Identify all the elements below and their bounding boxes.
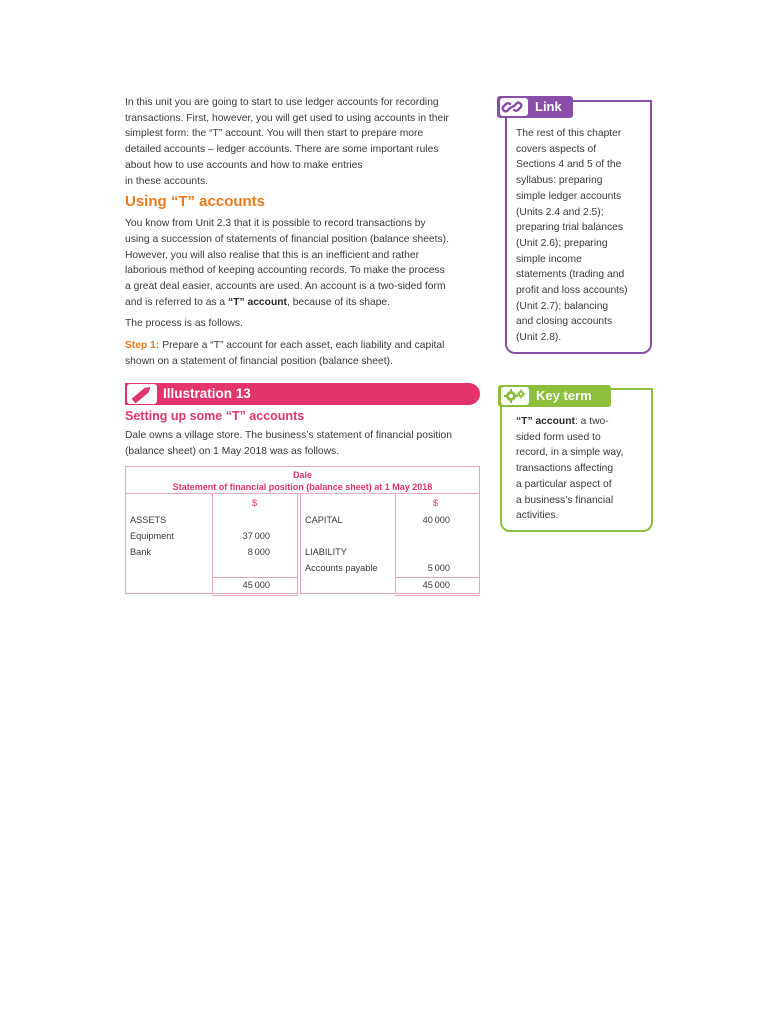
business-name: Dale bbox=[292, 470, 312, 480]
divider bbox=[395, 493, 396, 593]
divider bbox=[300, 593, 480, 594]
main-column bbox=[125, 95, 480, 370]
liability-value: 5 000 bbox=[427, 563, 450, 573]
section-paragraph bbox=[125, 216, 480, 310]
paragraph-line: You know from Unit 2.3 that it is possible to record transactions by bbox=[125, 218, 426, 230]
link-line: (Unit 2.6); preparing bbox=[516, 237, 608, 249]
key-term-tab-label: Key term bbox=[536, 388, 592, 403]
pencil-icon bbox=[127, 384, 157, 404]
key-term-word: “T” account bbox=[516, 416, 575, 427]
link-line: statements (trading and bbox=[516, 269, 625, 281]
key-term-line bbox=[516, 414, 646, 430]
key-term-line: sided form used to bbox=[516, 431, 601, 443]
assets-heading: ASSETS bbox=[130, 515, 167, 525]
illustration-line: (balance sheet) on 1 May 2018 was as follows. bbox=[125, 445, 340, 457]
link-line: syllabus: preparing bbox=[516, 175, 603, 187]
double-underline bbox=[395, 595, 480, 596]
link-line: Sections 4 and 5 of the bbox=[516, 159, 622, 171]
link-line: (Unit 2.8). bbox=[516, 332, 562, 344]
paragraph-line bbox=[125, 295, 480, 311]
link-line: covers aspects of bbox=[516, 143, 597, 155]
divider bbox=[125, 466, 126, 593]
currency-symbol: $ bbox=[433, 498, 439, 508]
process-text: The process is as follows. bbox=[125, 318, 243, 330]
link-line: preparing trial balances bbox=[516, 222, 624, 234]
asset-label: Bank bbox=[130, 547, 151, 557]
step-label: Step 1: bbox=[125, 340, 160, 352]
intro-line: detailed accounts – ledger accounts. There are some important rules bbox=[125, 144, 439, 156]
section-heading: Using “T” accounts bbox=[125, 193, 266, 211]
illustration-banner bbox=[125, 383, 480, 405]
link-line: simple income bbox=[516, 253, 582, 265]
divider bbox=[297, 493, 298, 593]
assets-total: 45 000 bbox=[242, 580, 270, 590]
key-term-line: a particular aspect of bbox=[516, 478, 612, 490]
table-header bbox=[125, 466, 480, 494]
illustration-line: Dale owns a village store. The business’s statement of financial position bbox=[125, 430, 453, 441]
link-icon bbox=[500, 98, 528, 116]
asset-label: Equipment bbox=[130, 531, 174, 541]
link-text bbox=[516, 126, 646, 346]
paragraph-line: using a succession of statements of financial position (balance sheets). bbox=[125, 233, 449, 245]
divider bbox=[125, 493, 480, 494]
gear-icon bbox=[501, 387, 529, 405]
total-line bbox=[395, 577, 480, 578]
liabilities-total: 45 000 bbox=[422, 580, 450, 590]
illustration-title: Illustration 13 bbox=[163, 386, 251, 401]
capital-value: 40 000 bbox=[422, 515, 450, 525]
key-term-tab bbox=[498, 385, 611, 407]
paragraph-line: a great deal easier, accounts are used. An account is a two-sided form bbox=[125, 281, 446, 293]
intro-paragraph bbox=[125, 95, 480, 189]
link-line: simple ledger accounts bbox=[516, 190, 622, 202]
paragraph-line: However, you will also realise that this is an inefficient and rather bbox=[125, 249, 419, 261]
double-underline bbox=[212, 595, 298, 596]
text-fragment: and is referred to as a bbox=[125, 296, 229, 308]
link-line: and closing accounts bbox=[516, 316, 613, 328]
divider bbox=[479, 466, 480, 593]
text-fragment: , because of its shape. bbox=[286, 296, 391, 308]
intro-line: in these accounts. bbox=[125, 175, 208, 187]
step-1-continued: shown on a statement of financial position (balance sheet). bbox=[125, 355, 393, 367]
asset-value: 37 000 bbox=[242, 531, 270, 541]
liability-label: Accounts payable bbox=[305, 563, 378, 573]
intro-line: In this unit you are going to start to use ledger accounts for recording bbox=[125, 97, 439, 108]
divider bbox=[300, 493, 301, 593]
divider bbox=[212, 493, 213, 593]
capital-heading: CAPITAL bbox=[305, 515, 343, 525]
intro-line: simplest form: the “T” account. You will then start to prepare more bbox=[125, 128, 424, 140]
link-line: (Units 2.4 and 2.5); bbox=[516, 206, 604, 218]
key-term-line: activities. bbox=[516, 510, 559, 522]
link-tab-label: Link bbox=[535, 99, 562, 114]
key-term-text bbox=[516, 414, 646, 524]
link-line: (Unit 2.7); balancing bbox=[516, 300, 609, 312]
illustration-text bbox=[125, 428, 485, 459]
intro-line: transactions. First, however, you will get used to using accounts in their bbox=[125, 112, 449, 124]
asset-value: 8 000 bbox=[247, 547, 270, 557]
step-1 bbox=[125, 338, 480, 354]
currency-symbol: $ bbox=[252, 498, 258, 508]
link-line: profit and loss accounts) bbox=[516, 285, 628, 297]
statement-title: Statement of financial position (balance sheet) at 1 May 2018 bbox=[172, 482, 433, 492]
paragraph-line: laborious method of keeping accounting records. To make the process bbox=[125, 265, 445, 277]
link-line: The rest of this chapter bbox=[516, 128, 622, 139]
financial-position-table bbox=[125, 466, 480, 594]
liability-heading: LIABILITY bbox=[305, 547, 347, 557]
key-term-line: a business’s financial bbox=[516, 494, 614, 506]
step-text: Prepare a “T” account for each asset, each liability and capital bbox=[159, 340, 445, 352]
key-term-line: transactions affecting bbox=[516, 463, 614, 475]
intro-line: about how to use accounts and how to make entries bbox=[125, 159, 363, 171]
link-tab bbox=[497, 96, 573, 118]
illustration-subheading: Setting up some “T” accounts bbox=[125, 409, 305, 423]
key-term-line-rest: : a two- bbox=[574, 416, 609, 427]
key-term-line: record, in a simple way, bbox=[516, 447, 624, 459]
divider bbox=[125, 593, 298, 594]
total-line bbox=[212, 577, 298, 578]
t-account-term: “T” account bbox=[228, 296, 287, 308]
